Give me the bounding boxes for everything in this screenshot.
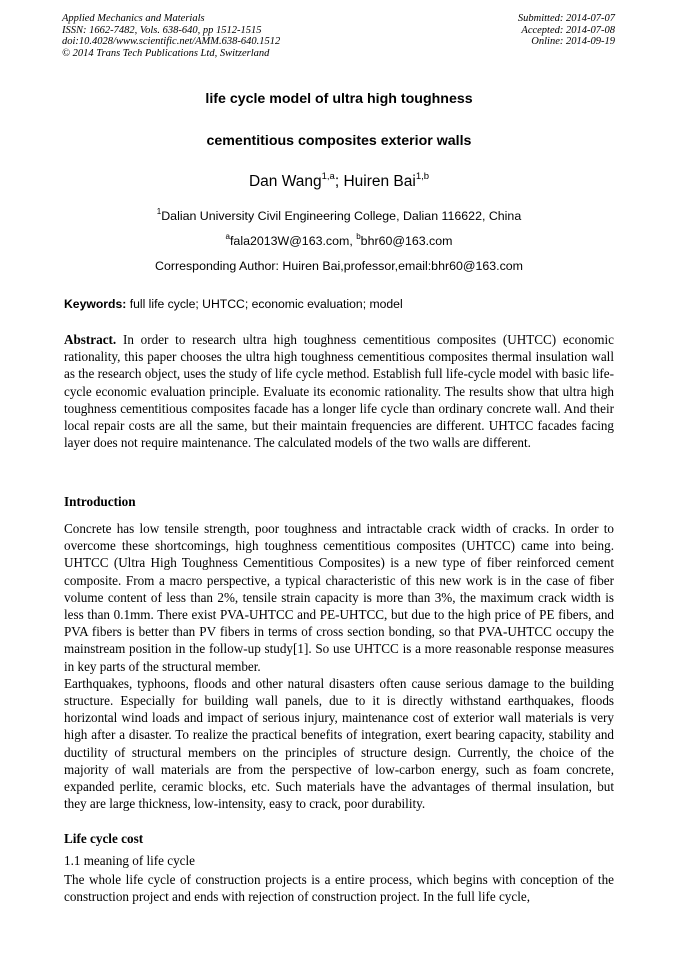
- email-b-mark: b: [356, 232, 361, 241]
- section-heading-life-cycle-cost: Life cycle cost: [64, 831, 144, 846]
- corresponding-author: Corresponding Author: Huiren Bai,professor,email:bhr60@163.com: [155, 259, 523, 273]
- affiliation-text: Dalian University Civil Engineering College, Dalian 116622, China: [161, 209, 522, 223]
- author-separator: ;: [334, 173, 344, 190]
- submitted-date: Submitted: 2014-07-07: [517, 13, 615, 24]
- introduction-section: [64, 520, 614, 812]
- author-1-name: Dan Wang: [248, 173, 322, 190]
- journal-name: Applied Mechanics and Materials: [62, 13, 205, 24]
- online-date: Online: 2014-09-19: [531, 36, 615, 48]
- email-line: [0, 234, 678, 248]
- keywords-text: full life cycle; UHTCC; economic evaluation; model: [126, 297, 403, 311]
- introduction-paragraph-1: Concrete has low tensile strength, poor toughness and intractable crack width of cracks. In order to overcome these shortcomings, high toughness cementitious composites (UHTCC) came into being. UHTCC (Ultra High Toughness Cementitious Composites) is a new type of fiber reinforced cement composite. From a macro perspective, a typical characteristic of this new work is in the case of fiber volume content of less than 2%, tensile strain capacity is more than 3%, the maximum crack width is less than 0.1mm. There exist PVA-UHTCC and PE-UHTCC, but due to the high price of PE fibers, and PVA fibers is better than PV fibers in terms of cross section bonding, so that PVA-UHTCC occupy the mainstream position in the follow-up study[1]. So use UHTCC is a more reasonable response measures in key parts of the structural member.: [64, 521, 614, 674]
- journal-header-right: [518, 13, 615, 48]
- introduction-paragraph-2: Earthquakes, typhoons, floods and other natural disasters often cause serious damage to the building structure. Especially for building wall panels, due to it is directly withstand earthquakes, floods horizontal wind loads and impact of serious injury, maintenance cost of exterior wall materials is very high after a disaster. To realize the practical benefits of integration, exert bearing capacity, stability and ductility of structural members on the principles of structure design. Currently, the choice of the majority of wall materials are from the perspective of low-carbon energy, such as foam concrete, expanded perlite, ceramic blocks, etc. Such materials have the advantages of thermal insulation, but they are large thickness, low-intensity, easy to crack, poor durability.: [64, 675, 614, 812]
- journal-copyright: © 2014 Trans Tech Publications Ltd, Switzerland: [62, 47, 270, 59]
- life-cycle-section: [64, 871, 614, 905]
- keywords-label: Keywords:: [64, 297, 127, 311]
- journal-header-left: [62, 13, 280, 59]
- life-cycle-paragraph-1: The whole life cycle of construction projects is a entire process, which begins with conception of the construction project and ends with rejection of construction project. In the full life cycle,: [64, 872, 614, 905]
- accepted-date: Accepted: 2014-07-08: [521, 24, 615, 36]
- paper-title-line-2: cementitious composites exterior walls: [206, 133, 472, 149]
- abstract-section: [64, 331, 614, 451]
- abstract-label: Abstract.: [64, 332, 117, 347]
- author-2-name: Huiren Bai: [343, 173, 416, 190]
- email-a: fala2013W@163.com,: [229, 234, 357, 248]
- affiliation-line: [0, 209, 678, 223]
- email-a-mark: a: [225, 232, 230, 241]
- affiliation-mark: 1: [156, 207, 162, 216]
- journal-doi: doi:10.4028/www.scientific.net/AMM.638-640.1512: [62, 36, 281, 48]
- paper-title-line-1: life cycle model of ultra high toughness: [205, 91, 473, 107]
- abstract-paragraph: [64, 331, 614, 451]
- author-list: [0, 173, 678, 191]
- subsection-heading-meaning-of-life-cycle: 1.1 meaning of life cycle: [64, 853, 195, 868]
- author-1-affiliation-mark: 1,a: [321, 171, 335, 182]
- author-2-affiliation-mark: 1,b: [415, 171, 430, 182]
- abstract-text: In order to research ultra high toughness cementitious composites (UHTCC) economic rationality, this paper chooses the ultra high toughness cementitious composites thermal insulation wall as the research object, uses the study of life cycle method. Establish full life-cycle model with basic life-cycle economic evaluation principle. Evaluate its economic rationality. The results show that ultra high toughness cementitious composites facade has a longer life cycle than ordinary concrete wall. And their local repair costs are all the same, but their maintain frequencies are different. UHTCC facades facing layer does not require maintenance. The calculated models of the two walls are different.: [64, 332, 614, 451]
- journal-issn: ISSN: 1662-7482, Vols. 638-640, pp 1512-1515: [62, 24, 262, 36]
- section-heading-introduction: Introduction: [64, 494, 136, 509]
- email-b: bhr60@163.com: [360, 234, 453, 248]
- keywords-line: [64, 297, 403, 311]
